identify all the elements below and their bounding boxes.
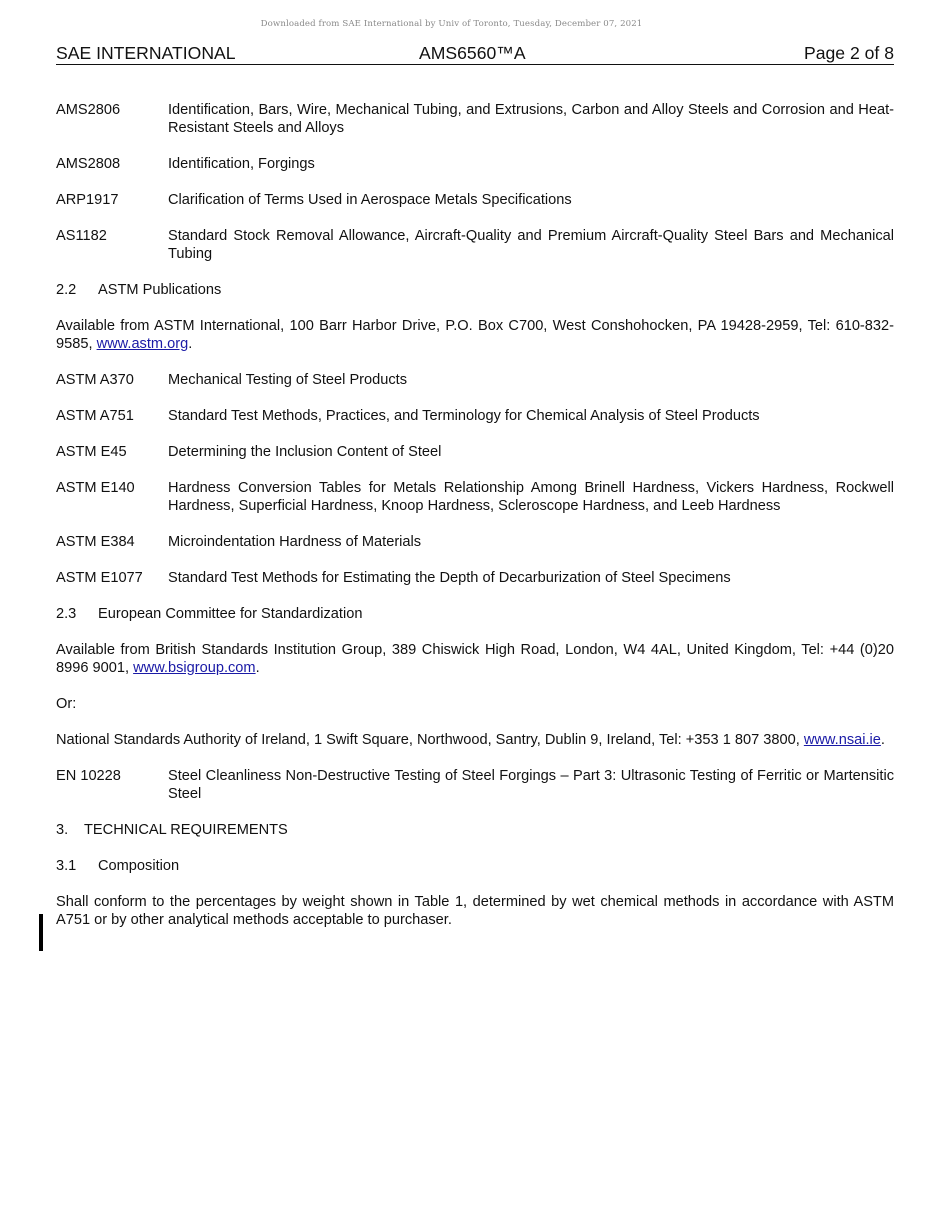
- section-title: TECHNICAL REQUIREMENTS: [84, 822, 288, 838]
- reference-title: Determining the Inclusion Content of Steel: [168, 444, 442, 460]
- page-header: [56, 43, 894, 65]
- astm-availability-paragraph: [56, 317, 894, 353]
- reference-row: [56, 443, 894, 461]
- section-title: European Committee for Standardization: [98, 606, 363, 622]
- reference-title: Identification, Bars, Wire, Mechanical Tubing, and Extrusions, Carbon and Alloy Steels and Corrosion and Heat-Resistant Steels and Alloys: [168, 102, 894, 136]
- reference-code: ASTM E45: [56, 444, 127, 460]
- reference-row: [56, 101, 894, 137]
- punctuation: .: [188, 336, 193, 352]
- reference-title: Steel Cleanliness Non-Destructive Testing of Steel Forgings – Part 3: Ultrasonic Testing of Ferritic or Martensitic Steel: [168, 768, 894, 802]
- punctuation: .: [880, 732, 885, 748]
- reference-title: Identification, Forgings: [168, 156, 315, 172]
- section-number: 3.: [56, 822, 69, 838]
- nsai-availability-paragraph: [56, 731, 894, 749]
- document-body: [56, 101, 894, 947]
- reference-title: Standard Stock Removal Allowance, Aircraft-Quality and Premium Aircraft-Quality Steel Bars and Mechanical Tubing: [168, 228, 894, 262]
- astm-availability-text: Available from ASTM International, 100 Barr Harbor Drive, P.O. Box C700, West Conshohocken, PA 19428-2959, Tel: 610-832-9585,: [56, 318, 894, 352]
- composition-paragraph: Shall conform to the percentages by weight shown in Table 1, determined by wet chemical methods in accordance with ASTM A751 or by other analytical methods acceptable to purchaser.: [56, 894, 894, 928]
- astm-website-link[interactable]: www.astm.org: [96, 336, 189, 352]
- reference-title: Hardness Conversion Tables for Metals Relationship Among Brinell Hardness, Vickers Hardness, Rockwell Hardness, Superficial Hardness, Knoop Hardness, Scleroscope Hardness, and Leeb Hardness: [168, 480, 894, 514]
- reference-row: [56, 227, 894, 263]
- reference-row: [56, 155, 894, 173]
- reference-code: ASTM A370: [56, 372, 134, 388]
- reference-code: ASTM E384: [56, 534, 135, 550]
- section-number: 3.1: [56, 858, 77, 874]
- reference-row: [56, 191, 894, 209]
- download-notice: Downloaded from SAE International by Univ of Toronto, Tuesday, December 07, 2021: [260, 19, 643, 29]
- header-page-number: Page 2 of 8: [804, 43, 894, 63]
- reference-code: ASTM E1077: [56, 570, 143, 586]
- section-number: 2.2: [56, 282, 77, 298]
- reference-row: [56, 533, 894, 551]
- reference-title: Standard Test Methods, Practices, and Terminology for Chemical Analysis of Steel Products: [168, 408, 760, 424]
- section-heading-cen: [56, 605, 894, 623]
- reference-title: Mechanical Testing of Steel Products: [168, 372, 408, 388]
- section-heading-technical-requirements: [56, 821, 894, 839]
- reference-title: Clarification of Terms Used in Aerospace Metals Specifications: [168, 192, 572, 208]
- header-document-number: AMS6560™A: [419, 43, 526, 63]
- bsi-website-link[interactable]: www.bsigroup.com: [133, 660, 256, 676]
- nsai-website-link[interactable]: www.nsai.ie: [803, 732, 881, 748]
- reference-title: Microindentation Hardness of Materials: [168, 534, 422, 550]
- section-heading-composition: [56, 857, 894, 875]
- reference-code: EN 10228: [56, 768, 121, 784]
- reference-row: [56, 767, 894, 803]
- header-organization: SAE INTERNATIONAL: [56, 43, 236, 63]
- reference-code: ARP1917: [56, 192, 119, 208]
- section-title: Composition: [98, 858, 180, 874]
- reference-code: AMS2806: [56, 102, 121, 118]
- punctuation: .: [255, 660, 260, 676]
- reference-row: [56, 371, 894, 389]
- reference-row: [56, 479, 894, 515]
- bsi-availability-paragraph: [56, 641, 894, 677]
- reference-code: ASTM A751: [56, 408, 134, 424]
- reference-code: AMS2808: [56, 156, 121, 172]
- reference-title: Standard Test Methods for Estimating the Depth of Decarburization of Steel Specimens: [168, 570, 731, 586]
- nsai-availability-text: National Standards Authority of Ireland, 1 Swift Square, Northwood, Santry, Dublin 9, Ireland, Tel: +353 1 807 3800,: [56, 732, 804, 748]
- or-paragraph: Or:: [56, 696, 77, 712]
- reference-code: ASTM E140: [56, 480, 135, 496]
- section-heading-astm: [56, 281, 894, 299]
- section-number: 2.3: [56, 606, 77, 622]
- bsi-availability-text: Available from British Standards Institution Group, 389 Chiswick High Road, London, W4 4AL, United Kingdom, Tel: +44 (0)20 8996 9001,: [56, 642, 894, 676]
- reference-row: [56, 569, 894, 587]
- reference-row: [56, 407, 894, 425]
- section-title: ASTM Publications: [98, 282, 222, 298]
- reference-code: AS1182: [56, 228, 107, 244]
- revision-change-bar: [39, 914, 43, 951]
